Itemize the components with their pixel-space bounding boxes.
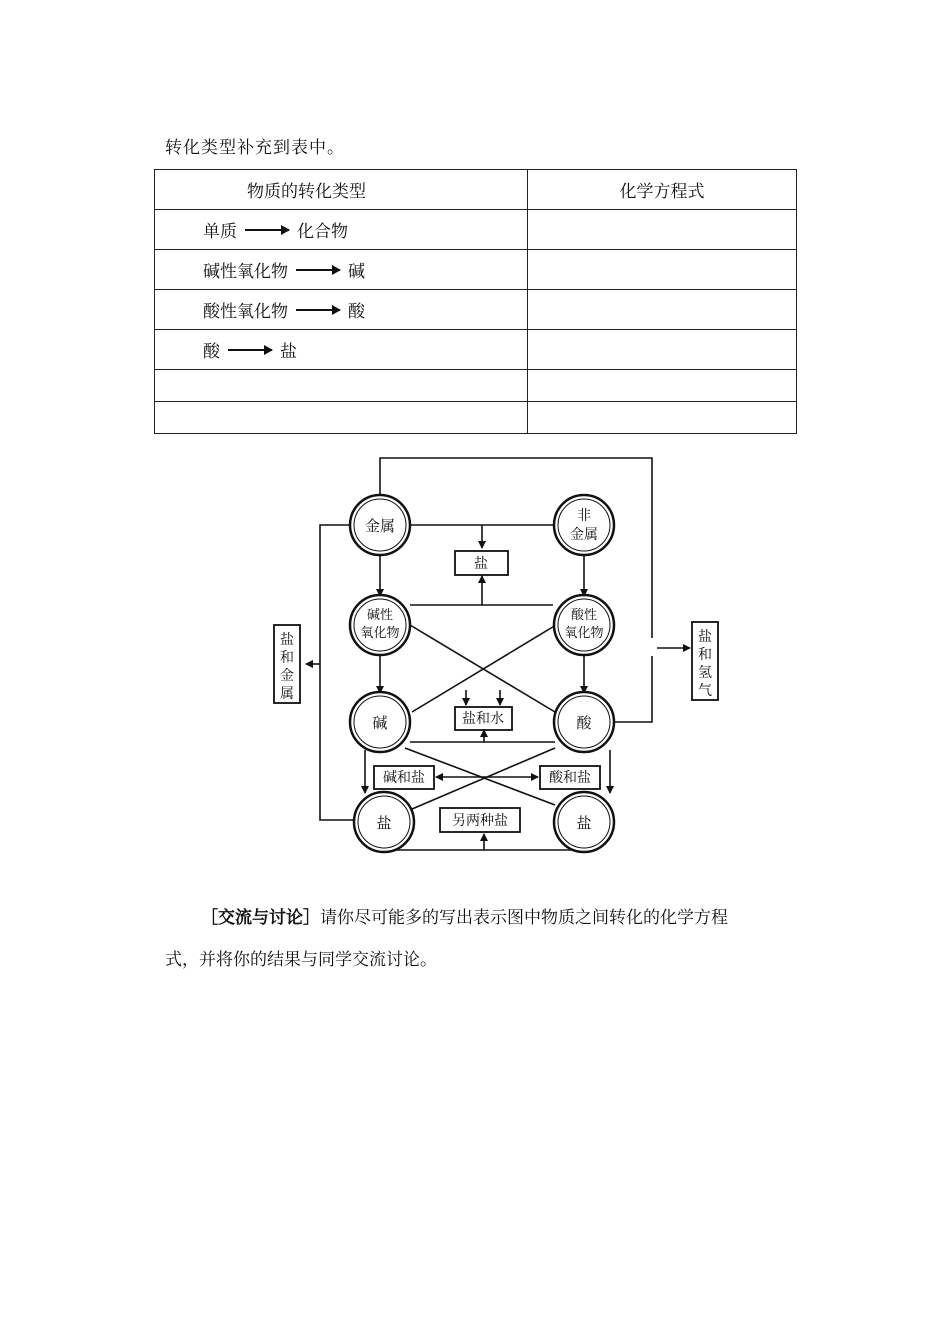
acidic-oxide-line1: 酸性 xyxy=(570,608,598,623)
basic-oxide-line2: 氧化物 xyxy=(360,626,400,641)
base-salt-label: 碱和盐 xyxy=(383,770,425,786)
equation-cell xyxy=(528,250,797,290)
substance-conversion-diagram xyxy=(250,445,712,865)
box-two-salts xyxy=(440,808,520,832)
salt-right-label: 盐 xyxy=(576,814,592,832)
svg-text:金: 金 xyxy=(280,668,294,684)
table-row xyxy=(155,290,797,330)
equation-cell xyxy=(528,290,797,330)
svg-text:和: 和 xyxy=(698,647,712,663)
conversion-to: 酸 xyxy=(348,302,365,322)
box-salt-top xyxy=(455,551,508,575)
right-arrow-icon xyxy=(296,309,340,311)
svg-text:盐: 盐 xyxy=(280,632,294,648)
svg-text:氢: 氢 xyxy=(698,665,712,681)
discussion-heading: ［交流与讨论］ xyxy=(201,908,320,928)
base-label: 碱 xyxy=(372,714,388,732)
conversion-to: 盐 xyxy=(280,342,297,362)
node-salt-right xyxy=(554,792,614,852)
conversion-to: 碱 xyxy=(348,262,365,282)
acidic-oxide-line2: 氧化物 xyxy=(564,626,604,641)
conversion-from: 酸性氧化物 xyxy=(203,302,288,322)
conversion-from: 酸 xyxy=(203,342,220,362)
node-acidic-oxide xyxy=(554,595,614,655)
box-base-salt xyxy=(374,766,434,789)
header-conversion-type: 物质的转化类型 xyxy=(155,170,528,210)
nonmetal-label-line1: 非 xyxy=(577,508,591,524)
svg-text:和: 和 xyxy=(280,650,294,666)
table-row xyxy=(155,210,797,250)
salt-left-label: 盐 xyxy=(376,814,392,832)
box-salt-and-metal xyxy=(274,625,300,703)
salt-water-label: 盐和水 xyxy=(462,711,504,727)
node-base xyxy=(350,692,410,752)
node-salt-left xyxy=(354,792,414,852)
header-chemical-equation: 化学方程式 xyxy=(528,170,797,210)
table-row xyxy=(155,330,797,370)
conversion-from: 碱性氧化物 xyxy=(203,262,288,282)
conversion-table xyxy=(154,169,797,434)
table-row-empty xyxy=(155,370,797,402)
right-arrow-icon xyxy=(296,269,340,271)
acid-label: 酸 xyxy=(576,714,592,732)
equation-cell xyxy=(528,210,797,250)
right-arrow-icon xyxy=(228,349,272,351)
two-salts-label: 另两种盐 xyxy=(452,813,508,829)
conversion-from: 单质 xyxy=(203,222,237,242)
box-salt-and-hydrogen xyxy=(692,622,718,700)
node-nonmetal xyxy=(554,495,614,555)
equation-cell xyxy=(528,330,797,370)
box-acid-salt xyxy=(540,766,600,789)
node-acid xyxy=(554,692,614,752)
metal-label: 金属 xyxy=(364,517,396,535)
svg-text:盐: 盐 xyxy=(698,629,712,645)
nonmetal-label-line2: 金属 xyxy=(570,527,598,543)
table-row xyxy=(155,250,797,290)
svg-text:属: 属 xyxy=(280,686,294,702)
basic-oxide-line1: 碱性 xyxy=(366,608,394,623)
right-arrow-icon xyxy=(245,229,289,231)
acid-salt-label: 酸和盐 xyxy=(549,770,591,786)
salt-top-label: 盐 xyxy=(474,556,488,572)
discussion-line1: 请你尽可能多的写出表示图中物质之间转化的化学方程 xyxy=(320,908,728,928)
table-row-empty xyxy=(155,402,797,434)
node-basic-oxide xyxy=(350,595,410,655)
table-header-row xyxy=(155,170,797,210)
discussion-line2: 式，并将你的结果与同学交流讨论。 xyxy=(165,950,437,970)
discussion-paragraph xyxy=(165,897,795,939)
box-salt-water xyxy=(455,707,512,730)
svg-text:气: 气 xyxy=(698,683,712,699)
conversion-to: 化合物 xyxy=(297,222,348,242)
intro-text: 转化类型补充到表中。 xyxy=(165,138,345,158)
node-metal xyxy=(350,495,410,555)
